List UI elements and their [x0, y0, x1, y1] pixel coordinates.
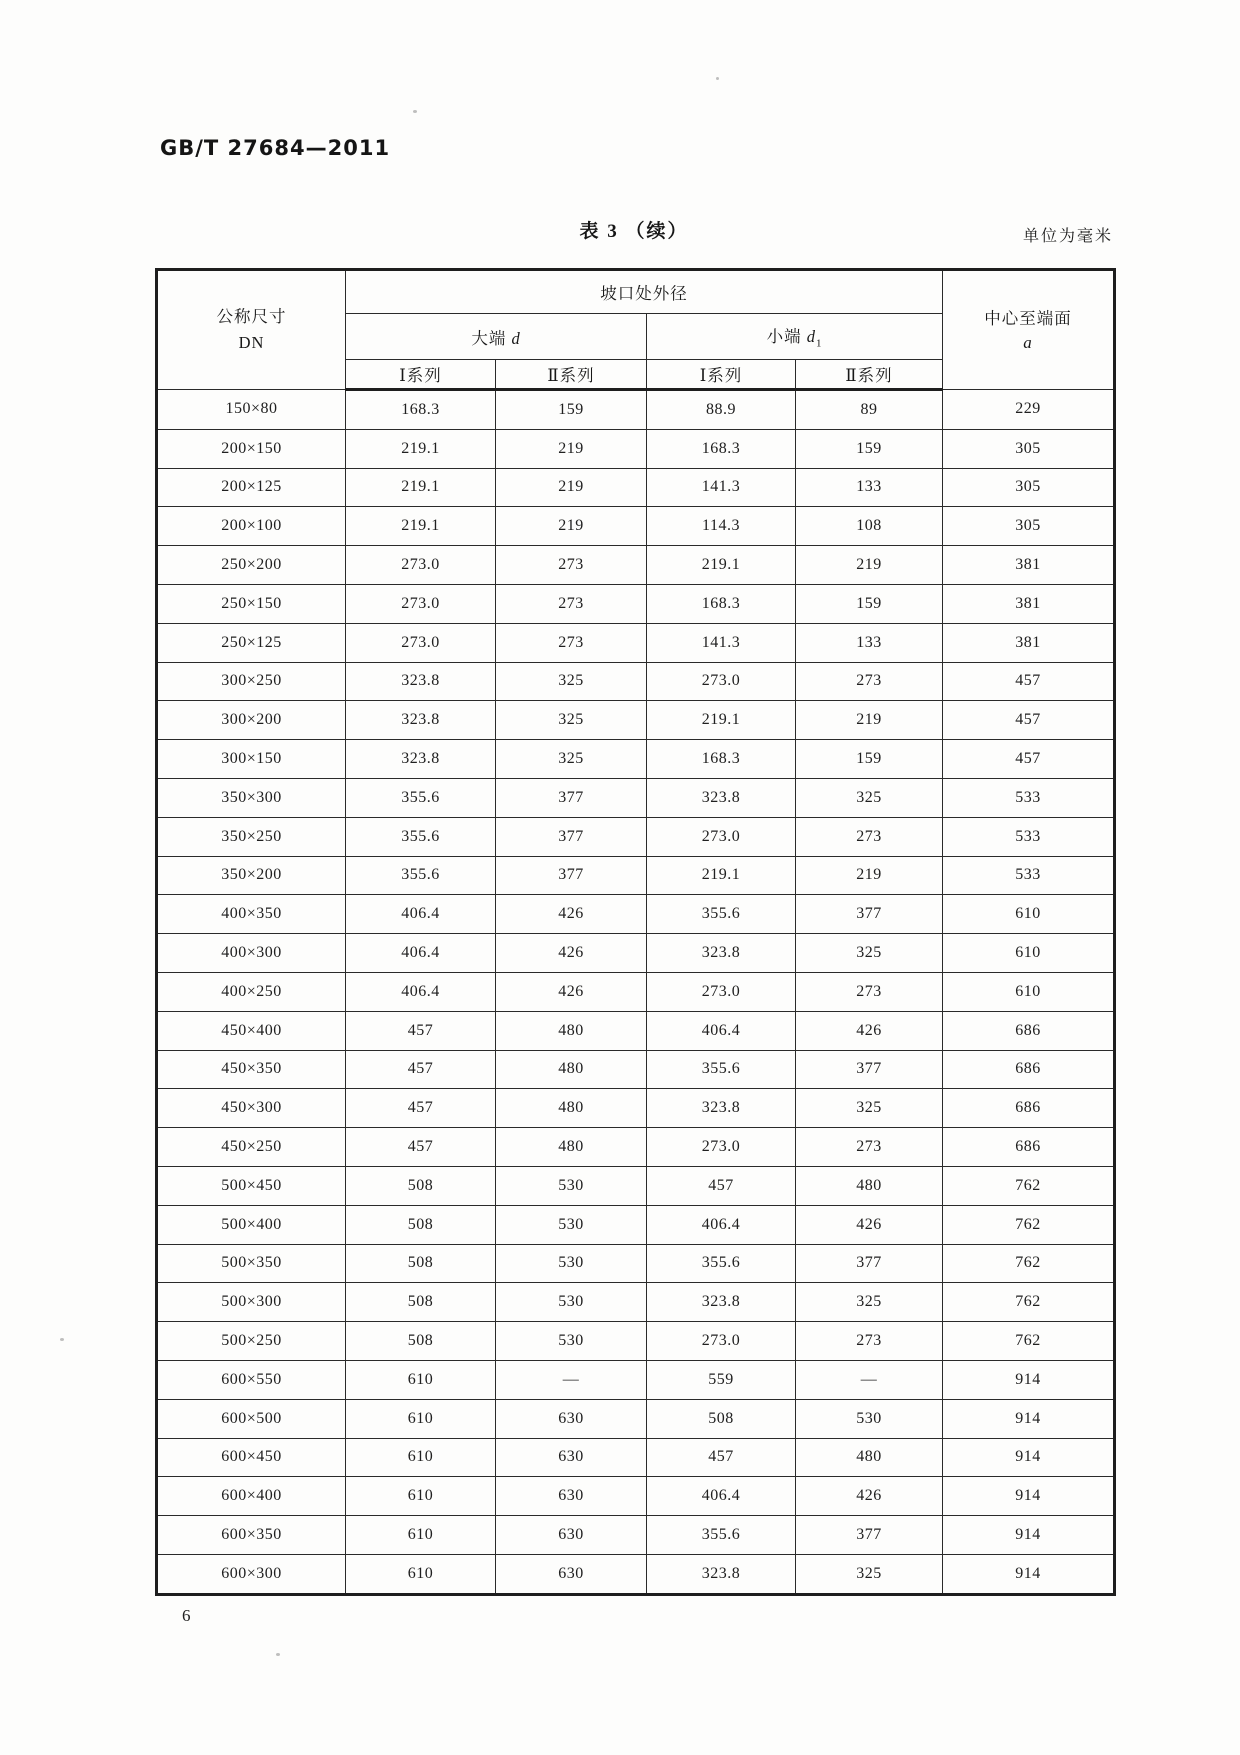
dn-cell: 500×450: [157, 1166, 346, 1205]
value-cell: 141.3: [647, 623, 796, 662]
value-cell: 219.1: [346, 468, 496, 507]
value-cell: 480: [496, 1050, 647, 1089]
standard-number: GB/T 27684—2011: [160, 136, 391, 160]
value-cell: 508: [346, 1166, 496, 1205]
dn-cell: 500×350: [157, 1244, 346, 1283]
value-cell: 508: [346, 1205, 496, 1244]
col-header-small-end: 小端 $d_1$: [647, 314, 943, 360]
dn-cell: 450×350: [157, 1050, 346, 1089]
value-cell: 219.1: [346, 507, 496, 546]
value-cell: 508: [346, 1244, 496, 1283]
table-row: [157, 972, 1115, 1011]
dn-cell: 600×550: [157, 1360, 346, 1399]
value-cell: 610: [346, 1399, 496, 1438]
value-cell: 762: [943, 1205, 1115, 1244]
value-cell: 630: [496, 1516, 647, 1555]
value-cell: 229: [943, 390, 1115, 430]
value-cell: 610: [346, 1477, 496, 1516]
value-cell: 508: [647, 1399, 796, 1438]
value-cell: 914: [943, 1477, 1115, 1516]
dn-cell: 200×100: [157, 507, 346, 546]
value-cell: 325: [796, 1089, 943, 1128]
center-to-end-label: 中心至端面: [984, 309, 1072, 329]
value-cell: 325: [796, 778, 943, 817]
dn-cell: 500×400: [157, 1205, 346, 1244]
dn-cell: 600×400: [157, 1477, 346, 1516]
col-header-big-end: 大端 d: [346, 314, 647, 360]
value-cell: 273.0: [647, 662, 796, 701]
value-cell: 406.4: [346, 895, 496, 934]
scan-speckle: [276, 1653, 280, 1656]
value-cell: 323.8: [647, 778, 796, 817]
table-row: [157, 1128, 1115, 1167]
col-header-groove-outer-diameter: 坡口处外径: [346, 270, 943, 314]
table-row: [157, 817, 1115, 856]
value-cell: 168.3: [647, 740, 796, 779]
value-cell: 533: [943, 817, 1115, 856]
dn-cell: 300×250: [157, 662, 346, 701]
value-cell: 355.6: [346, 856, 496, 895]
dn-cell: 350×200: [157, 856, 346, 895]
table-row: [157, 778, 1115, 817]
value-cell: 323.8: [647, 1089, 796, 1128]
value-cell: 630: [496, 1477, 647, 1516]
value-cell: 559: [647, 1360, 796, 1399]
dn-cell: 450×250: [157, 1128, 346, 1167]
value-cell: 323.8: [346, 740, 496, 779]
value-cell: 530: [496, 1244, 647, 1283]
dn-cell: 500×250: [157, 1322, 346, 1361]
value-cell: 273.0: [346, 623, 496, 662]
value-cell: 457: [346, 1089, 496, 1128]
value-cell: 219: [796, 856, 943, 895]
value-cell: 530: [496, 1283, 647, 1322]
value-cell: 686: [943, 1089, 1115, 1128]
value-cell: 377: [796, 1244, 943, 1283]
table-row: [157, 1399, 1115, 1438]
dn-cell: 400×250: [157, 972, 346, 1011]
table-row: [157, 1244, 1115, 1283]
value-cell: 325: [796, 1554, 943, 1594]
value-cell: 133: [796, 623, 943, 662]
value-cell: 88.9: [647, 390, 796, 430]
table-row: [157, 584, 1115, 623]
value-cell: 273: [496, 546, 647, 585]
value-cell: 273.0: [647, 817, 796, 856]
value-cell: 480: [496, 1089, 647, 1128]
value-cell: 219: [496, 507, 647, 546]
value-cell: 610: [346, 1438, 496, 1477]
table-row: [157, 662, 1115, 701]
value-cell: 219.1: [647, 856, 796, 895]
value-cell: 219: [496, 468, 647, 507]
dn-cell: 600×350: [157, 1516, 346, 1555]
value-cell: 406.4: [647, 1205, 796, 1244]
value-cell: 133: [796, 468, 943, 507]
value-cell: 457: [943, 701, 1115, 740]
big-end-symbol: d: [511, 328, 521, 348]
value-cell: 219: [496, 429, 647, 468]
table-row: [157, 701, 1115, 740]
value-cell: 914: [943, 1360, 1115, 1399]
value-cell: 914: [943, 1438, 1115, 1477]
value-cell: 273.0: [647, 1128, 796, 1167]
value-cell: 480: [496, 1011, 647, 1050]
value-cell: 159: [796, 584, 943, 623]
value-cell: 159: [496, 390, 647, 430]
dn-cell: 400×350: [157, 895, 346, 934]
value-cell: 406.4: [647, 1477, 796, 1516]
table-row: [157, 895, 1115, 934]
value-cell: 305: [943, 429, 1115, 468]
value-cell: 533: [943, 778, 1115, 817]
value-cell: 457: [943, 740, 1115, 779]
table-row: [157, 1089, 1115, 1128]
value-cell: 530: [496, 1205, 647, 1244]
value-cell: 323.8: [346, 701, 496, 740]
nominal-size-label: 公称尺寸: [216, 307, 287, 327]
value-cell: 325: [496, 662, 647, 701]
value-cell: 159: [796, 429, 943, 468]
col-header-center-to-end: [943, 270, 1115, 390]
value-cell: 610: [346, 1360, 496, 1399]
value-cell: 273: [496, 584, 647, 623]
dn-cell: 300×150: [157, 740, 346, 779]
value-cell: 273: [796, 1128, 943, 1167]
value-cell: 273.0: [346, 546, 496, 585]
value-cell: 305: [943, 507, 1115, 546]
value-cell: 610: [943, 934, 1115, 973]
dn-cell: 600×500: [157, 1399, 346, 1438]
dn-cell: 250×125: [157, 623, 346, 662]
col-header-series2-big-end: Ⅱ系列: [496, 360, 647, 390]
value-cell: 610: [943, 972, 1115, 1011]
value-cell: 323.8: [647, 1554, 796, 1594]
table-row: [157, 468, 1115, 507]
table-row: [157, 1477, 1115, 1516]
table-row: [157, 1205, 1115, 1244]
value-cell: 381: [943, 546, 1115, 585]
value-cell: 530: [796, 1399, 943, 1438]
value-cell: 219: [796, 701, 943, 740]
units-note: 单位为毫米: [1022, 228, 1113, 245]
value-cell: 325: [796, 934, 943, 973]
value-cell: 914: [943, 1399, 1115, 1438]
value-cell: 457: [943, 662, 1115, 701]
value-cell: 377: [496, 817, 647, 856]
value-cell: 219: [796, 546, 943, 585]
value-cell: 108: [796, 507, 943, 546]
value-cell: 168.3: [647, 429, 796, 468]
value-cell: 273: [796, 817, 943, 856]
nominal-size-symbol: DN: [238, 333, 265, 352]
dn-cell: 450×300: [157, 1089, 346, 1128]
value-cell: 141.3: [647, 468, 796, 507]
col-header-series1-big-end: Ⅰ系列: [346, 360, 496, 390]
value-cell: 530: [496, 1166, 647, 1205]
col-header-series1-small-end: Ⅰ系列: [647, 360, 796, 390]
table-row: [157, 429, 1115, 468]
dn-cell: 250×150: [157, 584, 346, 623]
value-cell: 273.0: [647, 972, 796, 1011]
value-cell: 219.1: [647, 701, 796, 740]
table-row: [157, 1554, 1115, 1594]
value-cell: 480: [796, 1166, 943, 1205]
value-cell: 630: [496, 1438, 647, 1477]
value-cell: 273: [496, 623, 647, 662]
value-cell: 355.6: [346, 817, 496, 856]
small-end-symbol: d: [806, 327, 816, 347]
value-cell: 381: [943, 584, 1115, 623]
value-cell: 426: [796, 1477, 943, 1516]
value-cell: 457: [647, 1438, 796, 1477]
value-cell: 457: [647, 1166, 796, 1205]
value-cell: 914: [943, 1516, 1115, 1555]
table-row: [157, 1166, 1115, 1205]
value-cell: 89: [796, 390, 943, 430]
value-cell: 426: [496, 934, 647, 973]
value-cell: 530: [496, 1322, 647, 1361]
value-cell: 305: [943, 468, 1115, 507]
value-cell: 457: [346, 1128, 496, 1167]
table-row: [157, 934, 1115, 973]
value-cell: 273: [796, 1322, 943, 1361]
value-cell: 610: [346, 1554, 496, 1594]
table-row: [157, 1438, 1115, 1477]
dn-cell: 200×150: [157, 429, 346, 468]
value-cell: 159: [796, 740, 943, 779]
value-cell: 377: [796, 895, 943, 934]
value-cell: 762: [943, 1283, 1115, 1322]
value-cell: 377: [496, 778, 647, 817]
value-cell: 273: [796, 972, 943, 1011]
table-row: [157, 1050, 1115, 1089]
value-cell: 168.3: [346, 390, 496, 430]
table-row: [157, 1360, 1115, 1399]
scan-speckle: [716, 77, 719, 80]
value-cell: 610: [346, 1516, 496, 1555]
dn-cell: 450×400: [157, 1011, 346, 1050]
value-cell: 114.3: [647, 507, 796, 546]
table-caption: 表 3 （续）: [579, 221, 689, 242]
table-row: [157, 856, 1115, 895]
dn-cell: 350×250: [157, 817, 346, 856]
center-to-end-symbol: a: [1023, 332, 1033, 352]
value-cell: 273.0: [647, 1322, 796, 1361]
value-cell: 325: [796, 1283, 943, 1322]
value-cell: 355.6: [647, 1050, 796, 1089]
value-cell: 426: [496, 895, 647, 934]
dn-cell: 600×450: [157, 1438, 346, 1477]
value-cell: 686: [943, 1050, 1115, 1089]
value-cell: 914: [943, 1554, 1115, 1594]
value-cell: —: [496, 1360, 647, 1399]
table-row: [157, 507, 1115, 546]
page-number: 6: [182, 1606, 191, 1625]
value-cell: 323.8: [647, 934, 796, 973]
table-row: [157, 546, 1115, 585]
value-cell: 168.3: [647, 584, 796, 623]
value-cell: 377: [796, 1516, 943, 1555]
value-cell: 377: [796, 1050, 943, 1089]
value-cell: 325: [496, 701, 647, 740]
value-cell: 406.4: [647, 1011, 796, 1050]
value-cell: 686: [943, 1011, 1115, 1050]
value-cell: 219.1: [647, 546, 796, 585]
value-cell: 323.8: [647, 1283, 796, 1322]
dn-cell: 300×200: [157, 701, 346, 740]
dn-cell: 150×80: [157, 390, 346, 430]
table-row: [157, 390, 1115, 430]
value-cell: 219.1: [346, 429, 496, 468]
table-row: [157, 1011, 1115, 1050]
dn-cell: 600×300: [157, 1554, 346, 1594]
value-cell: 533: [943, 856, 1115, 895]
value-cell: 406.4: [346, 934, 496, 973]
value-cell: 762: [943, 1244, 1115, 1283]
value-cell: 406.4: [346, 972, 496, 1011]
value-cell: 508: [346, 1322, 496, 1361]
value-cell: 426: [496, 972, 647, 1011]
dn-cell: 400×300: [157, 934, 346, 973]
value-cell: 426: [796, 1011, 943, 1050]
table-row: [157, 740, 1115, 779]
value-cell: 273: [796, 662, 943, 701]
value-cell: 686: [943, 1128, 1115, 1167]
col-header-nominal-size: [157, 270, 346, 390]
dn-cell: 200×125: [157, 468, 346, 507]
dn-cell: 250×200: [157, 546, 346, 585]
value-cell: —: [796, 1360, 943, 1399]
value-cell: 355.6: [647, 1516, 796, 1555]
value-cell: 323.8: [346, 662, 496, 701]
table-row: [157, 1516, 1115, 1555]
value-cell: 381: [943, 623, 1115, 662]
table-body: [157, 390, 1115, 1595]
value-cell: 630: [496, 1554, 647, 1594]
value-cell: 630: [496, 1399, 647, 1438]
value-cell: 762: [943, 1322, 1115, 1361]
value-cell: 480: [496, 1128, 647, 1167]
value-cell: 355.6: [647, 1244, 796, 1283]
value-cell: 762: [943, 1166, 1115, 1205]
value-cell: 355.6: [346, 778, 496, 817]
value-cell: 457: [346, 1050, 496, 1089]
scan-speckle: [60, 1338, 64, 1341]
value-cell: 508: [346, 1283, 496, 1322]
dn-cell: 350×300: [157, 778, 346, 817]
value-cell: 480: [796, 1438, 943, 1477]
value-cell: 377: [496, 856, 647, 895]
table-row: [157, 623, 1115, 662]
table-row: [157, 1322, 1115, 1361]
value-cell: 457: [346, 1011, 496, 1050]
table-row: [157, 1283, 1115, 1322]
value-cell: 610: [943, 895, 1115, 934]
dimension-table: [155, 268, 1116, 1596]
col-header-series2-small-end: Ⅱ系列: [796, 360, 943, 390]
value-cell: 325: [496, 740, 647, 779]
value-cell: 273.0: [346, 584, 496, 623]
scan-speckle: [413, 110, 417, 113]
value-cell: 426: [796, 1205, 943, 1244]
value-cell: 355.6: [647, 895, 796, 934]
dn-cell: 500×300: [157, 1283, 346, 1322]
